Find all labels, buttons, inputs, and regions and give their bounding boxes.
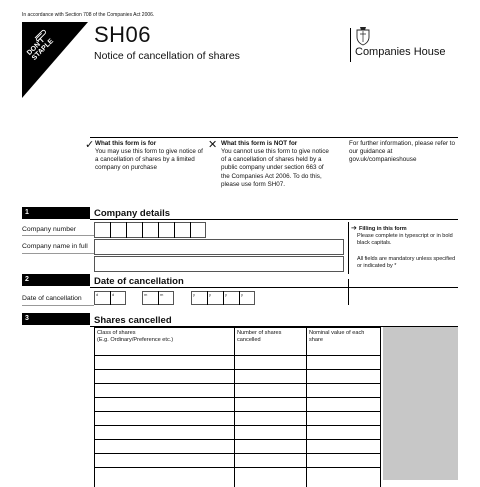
arrow-icon: ➔ xyxy=(351,225,357,232)
section-2-title: Date of cancellation xyxy=(94,276,184,287)
table-row[interactable] xyxy=(94,411,380,412)
col-header-class: Class of shares (E.g. Ordinary/Preference etc.) xyxy=(97,330,174,343)
shares-table xyxy=(94,327,380,487)
company-number-underline xyxy=(22,235,94,236)
note-body: Please complete in typescript or in bold black capitals. xyxy=(357,233,453,246)
section-2-number: 2 xyxy=(22,274,90,286)
date-label-underline xyxy=(22,305,94,306)
table-row[interactable] xyxy=(94,369,380,370)
form-for-body: You may use this form to give notice of a cancellation of shares by a limited company on purchase xyxy=(95,148,203,172)
note-mandatory: All fields are mandatory unless specified or indicated by * xyxy=(357,256,456,269)
section-2-rule xyxy=(90,287,458,288)
table-row[interactable] xyxy=(94,397,380,398)
legal-note: In accordance with Section 708 of the Companies Act 2006. xyxy=(22,12,155,18)
date-placeholder-y3: y xyxy=(225,292,227,297)
date-placeholder-y2: y xyxy=(209,292,211,297)
section-1-title: Company details xyxy=(94,208,171,219)
form-title: Notice of cancellation of shares xyxy=(94,50,240,62)
date-placeholder-m2: m xyxy=(160,292,164,297)
form-not-title: What this form is NOT for xyxy=(221,140,298,147)
date-placeholder-m1: m xyxy=(144,292,148,297)
table-row[interactable] xyxy=(94,383,380,384)
date-label: Date of cancellation xyxy=(22,295,82,302)
check-icon: ✓ xyxy=(85,139,95,151)
dont-staple-corner xyxy=(22,22,88,98)
company-name-underline xyxy=(22,253,94,254)
table-row[interactable] xyxy=(94,453,380,454)
col-header-number: Number of shares cancelled xyxy=(237,330,282,343)
form-code: SH06 xyxy=(94,22,152,47)
info-text: For further information, please refer to our guidance at gov.uk/companieshouse xyxy=(349,140,456,164)
company-number-label: Company number xyxy=(22,226,77,233)
company-name-field-1[interactable] xyxy=(94,239,344,255)
crest-icon xyxy=(354,26,372,46)
date-placeholder-y1: y xyxy=(193,292,195,297)
section-3-number: 3 xyxy=(22,313,90,325)
brand-divider xyxy=(350,28,351,62)
company-name-field-2[interactable] xyxy=(94,256,344,272)
intro-divider xyxy=(90,137,458,138)
note-divider-1 xyxy=(348,222,349,274)
date-placeholder-d1: d xyxy=(96,292,99,297)
corner-tag: DON'T STAPLE xyxy=(26,36,56,62)
table-row[interactable] xyxy=(94,467,380,468)
company-name-label: Company name in full xyxy=(22,243,88,250)
company-number-field[interactable] xyxy=(94,222,206,238)
note-title: Filling in this form xyxy=(359,226,407,232)
note-divider-2 xyxy=(348,279,349,305)
cross-icon: ✕ xyxy=(208,139,218,151)
date-placeholder-d2: d xyxy=(112,292,115,297)
section-1-rule xyxy=(90,219,458,220)
date-placeholder-y4: y xyxy=(241,292,243,297)
section-1-number: 1 xyxy=(22,207,90,219)
table-row[interactable] xyxy=(94,439,380,440)
brand-name: Companies House xyxy=(355,46,446,58)
section-3-title: Shares cancelled xyxy=(94,315,172,326)
date-field[interactable] xyxy=(94,291,259,305)
col-header-nominal: Nominal value of each share xyxy=(309,330,365,343)
table-row[interactable] xyxy=(94,425,380,426)
form-not-body: You cannot use this form to give notice of a cancellation of shares held by a public company under section 663 of the Companies Act 2006. To do this, please use form SH07. xyxy=(221,148,329,188)
shaded-panel xyxy=(383,327,458,480)
form-for-title: What this form is for xyxy=(95,140,157,147)
table-row[interactable] xyxy=(94,355,380,356)
